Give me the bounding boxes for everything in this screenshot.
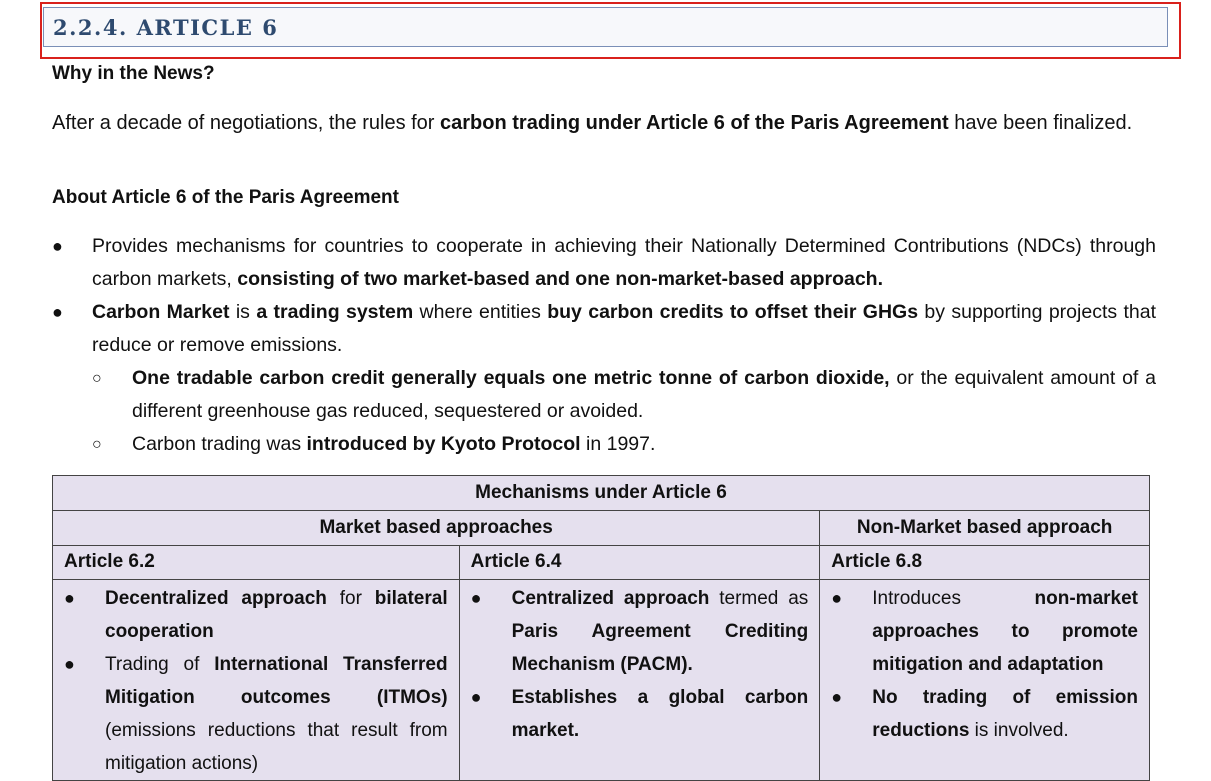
circle-bullet-icon: ○ xyxy=(92,436,102,453)
list-item: ● No trading of emission reductions is involved. xyxy=(831,681,1138,747)
subitem-carbon-credit: ○ One tradable carbon credit generally equals one metric tonne of carbon dioxide, or the equivalent amount of a different greenhouse gas reduced, sequestered or avoided. xyxy=(92,362,1156,428)
market-approaches-header: Market based approaches xyxy=(53,511,820,546)
bullet-mechanisms: ● Provides mechanisms for countries to cooperate in achieving their Nationally Determined Contributions (NDCs) through carbon markets, consisting of two market-based and one non-market-based approach. xyxy=(52,230,1156,296)
about-article-title: About Article 6 of the Paris Agreement xyxy=(52,187,399,208)
bullet-dot-icon: ● xyxy=(470,687,482,707)
article-6-2-content xyxy=(53,580,460,781)
news-paragraph xyxy=(52,106,1156,140)
carbon-market-sublist xyxy=(92,362,1156,461)
non-market-approach-header: Non-Market based approach xyxy=(820,511,1150,546)
list-item: ● Centralized approach termed as Paris Agreement Crediting Mechanism (PACM). xyxy=(471,582,809,681)
section-heading xyxy=(43,7,1168,47)
circle-bullet-icon: ○ xyxy=(92,370,102,387)
news-text-bold: carbon trading under Article 6 of the Paris Agreement xyxy=(440,112,949,134)
bullet-dot-icon: ● xyxy=(52,236,63,256)
list-item: ● Decentralized approach for bilateral cooperation xyxy=(64,582,448,648)
bullet-dot-icon: ● xyxy=(470,588,482,608)
news-text-pre: After a decade of negotiations, the rules for xyxy=(52,112,441,134)
list-item: ● Introduces non-market approaches to promote mitigation and adaptation xyxy=(831,582,1138,681)
about-bullet-list xyxy=(52,230,1156,461)
section-heading-text: 2.2.4. ARTICLE 6 xyxy=(53,14,279,40)
list-item: ● Trading of International Transferred Mitigation outcomes (ITMOs) (emissions reductions that result from mitigation actions) xyxy=(64,648,448,780)
news-text-post: have been finalized. xyxy=(948,112,1133,134)
article-6-8-header: Article 6.8 xyxy=(820,546,1150,580)
bullet-carbon-market: ● Carbon Market is a trading system where entities buy carbon credits to offset their GHGs by supporting projects that reduce or remove emissions. ○ One tradable carbon credit generally equals one metric tonne of carbon dioxide, or the equivalent amount of a different greenhouse gas reduced, sequestered or avoided. ○ Carbon trading was introduced by Kyoto Protocol in 1997. xyxy=(52,296,1156,461)
bullet-dot-icon: ● xyxy=(831,588,843,608)
mechanisms-table xyxy=(52,475,1150,781)
subitem-kyoto: ○ Carbon trading was introduced by Kyoto Protocol in 1997. xyxy=(92,428,1156,461)
article-6-4-content xyxy=(459,580,820,781)
bullet-dot-icon: ● xyxy=(831,687,843,707)
bullet-dot-icon: ● xyxy=(64,654,75,674)
bullet-dot-icon: ● xyxy=(64,588,75,608)
why-in-news-title: Why in the News? xyxy=(52,63,215,84)
table-title: Mechanisms under Article 6 xyxy=(53,476,1150,511)
article-6-8-content xyxy=(820,580,1150,781)
bullet-dot-icon: ● xyxy=(52,302,63,322)
article-6-2-header: Article 6.2 xyxy=(53,546,460,580)
article-6-4-header: Article 6.4 xyxy=(459,546,820,580)
list-item: ● Establishes a global carbon market. xyxy=(471,681,809,747)
